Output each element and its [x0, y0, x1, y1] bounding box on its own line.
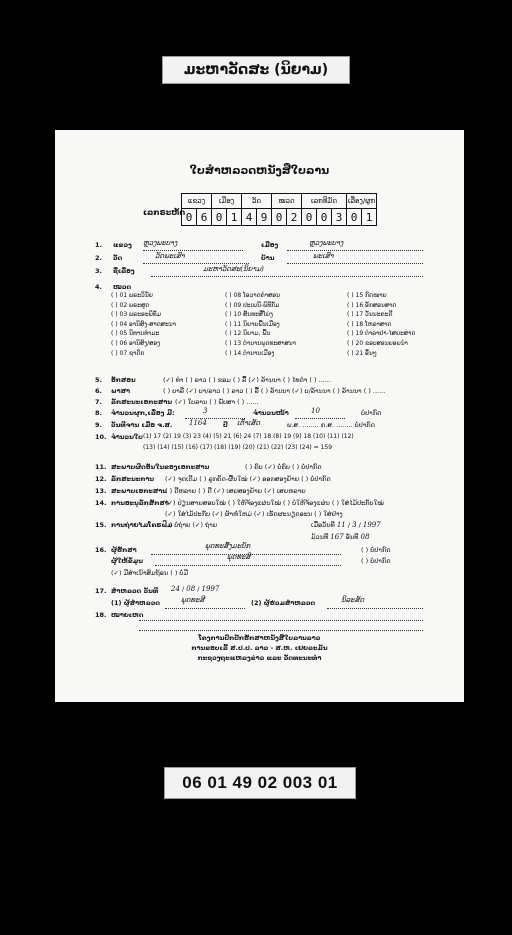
- filmed-year: 1997: [362, 521, 381, 529]
- remarks-label: ໝາຍເຫດ: [111, 611, 144, 619]
- reg-header: ເລກທີມັດ: [302, 194, 347, 209]
- row-number: 13.: [95, 487, 107, 495]
- informant-value: ພຸດທະສີ: [227, 553, 251, 561]
- unknown-option: ບໍ່ປາກົດ: [361, 409, 382, 417]
- page-count-value: 10: [311, 407, 320, 415]
- fascicle-count-label: ຈຳນວນຜູກ,ເລື່ອງ ມີ:: [111, 409, 175, 417]
- footer-line: ກະຊວງຖະແຫລງຂ່າວ ແລະ ວັດທະນະທຳ: [197, 654, 322, 662]
- footer-line: ໂຄງການປົກປັກຮັກສາຫນັງສືໃບລານລາວ: [198, 634, 321, 642]
- row-number: 5.: [95, 376, 102, 384]
- row-number: 6.: [95, 387, 102, 395]
- reg-header: ໝວດ: [272, 194, 302, 209]
- surveyor-value: ພຸດທະສີ: [181, 596, 205, 604]
- row-number: 9.: [95, 421, 102, 429]
- binding-options: (✓) ຈຸດເຕີມ ( ) ລູກຄິດ-ຜື້ນໃໝ່ (✓) ອອກສອງຍ້າຍ ( ) ບໍ່ປາກົດ: [165, 475, 331, 483]
- category-option: ( ) 01 ພຣະວິນັຍ: [111, 292, 153, 299]
- page-count-label: ຈຳນວນໜ້າ: [253, 409, 289, 417]
- year-name-value: ເຕົ່າເສັດ: [237, 419, 261, 427]
- title-label: ຊື່ເລື່ອງ: [113, 267, 135, 275]
- dotted-line: [155, 564, 341, 566]
- category-option: ( ) 15 ກົດໝາຍ: [347, 292, 387, 299]
- survey-month: 08: [186, 585, 196, 593]
- dotted-line: [151, 275, 423, 277]
- material-options: (✓) ໃບລານ ( ) ພັບສາ ( ) ......: [175, 398, 259, 406]
- filmed-date-label: ເມື່ອວັນທີ: [311, 521, 335, 529]
- village-label: ບ້ານ: [261, 254, 275, 262]
- language-label: ພາສາ: [111, 387, 130, 395]
- row-number: 7.: [95, 398, 102, 406]
- microfilm-options: ( ) ບໍ່ຖ່າຍ (✓) ຖ່າຍ: [165, 521, 218, 529]
- dotted-line: [287, 262, 423, 264]
- reg-digit: 0: [212, 209, 227, 226]
- completeness-label: ສະພາບຜິດອັນໃນຂອງເອກະສານ: [111, 463, 210, 471]
- row-number: 2.: [95, 254, 102, 262]
- condition-label: ສະພາບເອກະສານ: [111, 487, 167, 495]
- province-value: ຫຼວງພະບາງ: [143, 239, 178, 247]
- row-number: 3.: [95, 267, 102, 275]
- reg-digit: 3: [332, 209, 347, 226]
- row-number: 11.: [95, 463, 107, 471]
- completeness-options: ( ) ຄົບ (✓) ບໍ່ຄົບ ( ) ບໍ່ປາກົດ: [245, 463, 322, 471]
- language-options: ( ) ບາລີ (✓) ບາ/ລາວ ( ) ລາວ ( ) ລື້ ( ) ລ້ານນາ (✓) ບ/ລ້ານນາ ( ) ລ້ານນາ ( ) ......: [163, 387, 386, 395]
- form-title: ໃບສຳຫລວດຫນັງສືໃບລານ: [189, 164, 330, 177]
- category-option: ( ) 20 ຂອບສອນຍອຍນໍາ: [347, 339, 408, 347]
- dotted-line: [295, 417, 345, 419]
- conservation-options: (✓) ປ່ຽນສາຍສອບໃໝ່ ( ) ໃຫ້ຈ້ອງແຜ່ນໃໝ່ ( ) ບໍ່ໃຫ້ຈ້ອງແຜ່ນ ( ) ໃສ່ໄມ້ປະກັບໃໝ່: [165, 499, 384, 507]
- reg-digit: 0: [272, 209, 287, 226]
- category-option: ( ) 19 ຕຳລາຢາ-ໄສຍະສາດ: [347, 330, 416, 338]
- surveyor-label: (1) ຜູ້ສຳຫລວດ: [111, 599, 160, 607]
- dotted-line: [287, 249, 423, 251]
- reg-digit: 2: [287, 209, 302, 226]
- row-number: 10.: [95, 433, 107, 441]
- category-option: ( ) 06 ອານິສົງ/ສອງ: [111, 339, 161, 347]
- footer-line: ການຂອບເລີ້ ສ.ປ.ປ. ລາວ - ສ.ຫ. ເຢຍລະມັນ: [191, 644, 328, 652]
- category-option: ( ) 07 ຊາດົກ: [111, 349, 145, 357]
- category-option: ( ) 09 ປະເພນີ-ພິທີກັມ: [225, 301, 280, 309]
- category-option: ( ) 14 ຕຳນານເມືອງ: [225, 349, 275, 357]
- reel-value: 167: [330, 533, 344, 541]
- reg-digit: 0: [182, 209, 197, 226]
- reg-digit: 0: [347, 209, 362, 226]
- informant-unknown: ( ) ບໍ່ປາກົດ: [361, 557, 391, 565]
- conservation-options-2: (✓) ໃສ່ໄມ້ປະກັບ (✓) ຜ້າຫໍ່ໃຫມ່ (✓) ເຮັດຜະນຽດອະນ ( ) ໃສ່ຢ່າງ: [165, 510, 343, 518]
- script-options: (✓) ທຳ ( ) ລາວ ( ) ຂອມ ( ) ລື້ (✓) ລ້ານນາ ( ) ໄທດຳ ( ) ......: [163, 376, 332, 384]
- row-number: 14.: [95, 499, 107, 507]
- frame-value: 08: [360, 533, 370, 541]
- keeper-value: ພຸດທະສົ້ງມະບັກ: [205, 542, 251, 550]
- leaf-count-label: ຈຳນວນໃບ: [111, 433, 143, 441]
- fascicle-count-value: 3: [203, 407, 208, 415]
- category-option: ( ) 17 ວັນນະຄະດີ: [347, 311, 393, 319]
- filmed-day: 11: [336, 521, 346, 529]
- category-option: ( ) 03 ພຣະອະພິທັມ: [111, 311, 161, 319]
- reg-digit: 1: [227, 209, 242, 226]
- category-option: ( ) 18 ໂຫລາສາດ: [347, 320, 392, 328]
- document-title-label: ມະຫາວັດສະ (ນິຍາມ): [162, 56, 350, 84]
- category-option: ( ) 05 ນິທານທຳມະ: [111, 330, 160, 338]
- dotted-line: [327, 607, 423, 609]
- district-value: ຫຼວງພະບາງ: [309, 239, 344, 247]
- reg-header: ເມືອງ: [212, 194, 242, 209]
- informant-label: ຜູ້ໃຫ້ຂໍ້ມູນ: [111, 557, 143, 565]
- row-number: 16.: [95, 546, 107, 554]
- row-number: 4.: [95, 283, 102, 291]
- binding-label: ລັກສະນະການ: [111, 475, 155, 483]
- survey-date-values: 24 / 08 / 1997: [171, 585, 220, 593]
- dotted-line: [139, 629, 423, 631]
- category-option: ( ) 10 ສັນທະສື່ໂຍ່ງ: [225, 311, 273, 319]
- reg-digit: 6: [197, 209, 212, 226]
- conservation-label: ການອະນຸລັກສັກສາ: [111, 499, 169, 507]
- reg-header: ແຂວງ: [182, 194, 212, 209]
- reg-digit: 1: [362, 209, 377, 226]
- date-options: ພ.ສ. ........ ຄ.ສ. ........ ບໍ່ປາກົດ: [287, 421, 376, 429]
- code-label: 06 01 49 02 003 01: [164, 767, 356, 799]
- category-column: [225, 291, 296, 358]
- survey-year: 1997: [201, 585, 220, 593]
- category-label: ໝວດ: [113, 283, 132, 291]
- dotted-line: [139, 619, 423, 621]
- leaf-counts-line1: (1) 17 (2) 19 (3) 23 (4) (5) 21 (6) 24 (7) 18 (8) 19 (9) 18 (10) (11) (12): [143, 433, 354, 440]
- village-value: ພະເສົາ: [313, 252, 334, 260]
- province-label: ແຂວງ: [113, 241, 132, 249]
- reel-info: [311, 533, 369, 541]
- form-footer: [55, 633, 464, 663]
- category-column: [111, 291, 176, 358]
- reg-header: ເລື່ອງ/ຜູກ: [347, 194, 377, 209]
- reg-digit: 0: [317, 209, 332, 226]
- category-option: ( ) 13 ຕຳນານພຸດທະສາສນາ: [225, 339, 296, 347]
- row-number: 1.: [95, 241, 102, 249]
- category-option: ( ) 21 ອື່ນໆ: [347, 349, 377, 357]
- category-option: ( ) 11 ນິຍາຍພື້ນເມືອງ: [225, 320, 280, 328]
- category-option: ( ) 02 ພຣະສູດ: [111, 301, 150, 309]
- category-option: ( ) 04 ອານິສົງ-ສາດສະນາ: [111, 320, 176, 328]
- material-label: ລັກສະນະເອກະສານ: [111, 398, 172, 406]
- leaf-counts-line2: (13) (14) (15) (16) (17) (18) (19) (20) (21) (22) (23) (24) = 159: [143, 444, 333, 451]
- reg-digit: 0: [302, 209, 317, 226]
- category-option: ( ) 08 ໂອວາດຄຳສອນ: [225, 292, 280, 299]
- keeper-label: ຜູ້ຮັກສາ: [111, 546, 137, 554]
- row-number: 18.: [95, 611, 107, 619]
- category-option: ( ) 16 ອັກສອນສາດ: [347, 301, 397, 309]
- row-number: 8.: [95, 409, 102, 417]
- script-label: ອັກສອນ: [111, 376, 136, 384]
- year-label: ປີ: [223, 421, 228, 429]
- row-number: 15.: [95, 521, 107, 529]
- registration-label: ເລກຣະຫັດ: [143, 208, 186, 217]
- row-number: 17.: [95, 587, 107, 595]
- row-number: 12.: [95, 475, 107, 483]
- temple-label: ວັດ: [113, 254, 123, 262]
- survey-date-label: ສຳຫລວດ ວັນທີ: [111, 587, 159, 595]
- temple-value: ວັດພະເສົາ: [155, 252, 185, 260]
- condition-options: ( ) ດີຫລາຍ ( ) ດີ (✓) ເສຍສອງຍ້າຍ (✓) ເສຍຫລາຍ: [165, 487, 306, 495]
- date-written-label: ວັນທີຈານ ເມື່ອ ຈ.ສ.: [111, 421, 173, 429]
- frame-label: ອັນທີ: [345, 533, 359, 541]
- district-label: ເມືອງ: [261, 241, 279, 249]
- co-surveyor-label: (2) ຜູ້ຮ່ວມສຳຫລວດ: [251, 599, 316, 607]
- co-surveyor-value: ນິລະສັດ: [341, 596, 365, 604]
- reg-header: ວັດ: [242, 194, 272, 209]
- dotted-line: [143, 249, 243, 251]
- category-option: ( ) 12 ນິຍາມ, ພື້ນ: [225, 330, 271, 338]
- keeper-unknown: ( ) ບໍ່ປາກົດ: [361, 546, 391, 554]
- registration-code-table: [181, 193, 377, 226]
- filmed-month: 3: [352, 521, 357, 529]
- reg-digit: 9: [257, 209, 272, 226]
- reg-digit: 4: [242, 209, 257, 226]
- cs-year-value: 1164: [189, 419, 207, 427]
- microfilm-date: ເມື່ອວັນທີ 11 / 3 / 1997: [311, 521, 381, 529]
- microfilm-label: ການຖ່າຍໄມໂຄຣຟິມ: [111, 521, 173, 529]
- title-value: ມະຫາວັດສະ(ນິຍາມ): [203, 265, 264, 273]
- category-column: [347, 291, 415, 358]
- survey-day: 24: [171, 585, 180, 593]
- reel-label: ມ້ວນທີ: [311, 533, 329, 541]
- survey-form-sheet: [55, 130, 464, 702]
- dotted-line: [165, 607, 245, 609]
- dotted-line: [143, 262, 249, 264]
- copy-options: (✓) ມີສຳເນົາສົມຖ້ອນ ( ) ບໍ່ມີ: [111, 569, 189, 577]
